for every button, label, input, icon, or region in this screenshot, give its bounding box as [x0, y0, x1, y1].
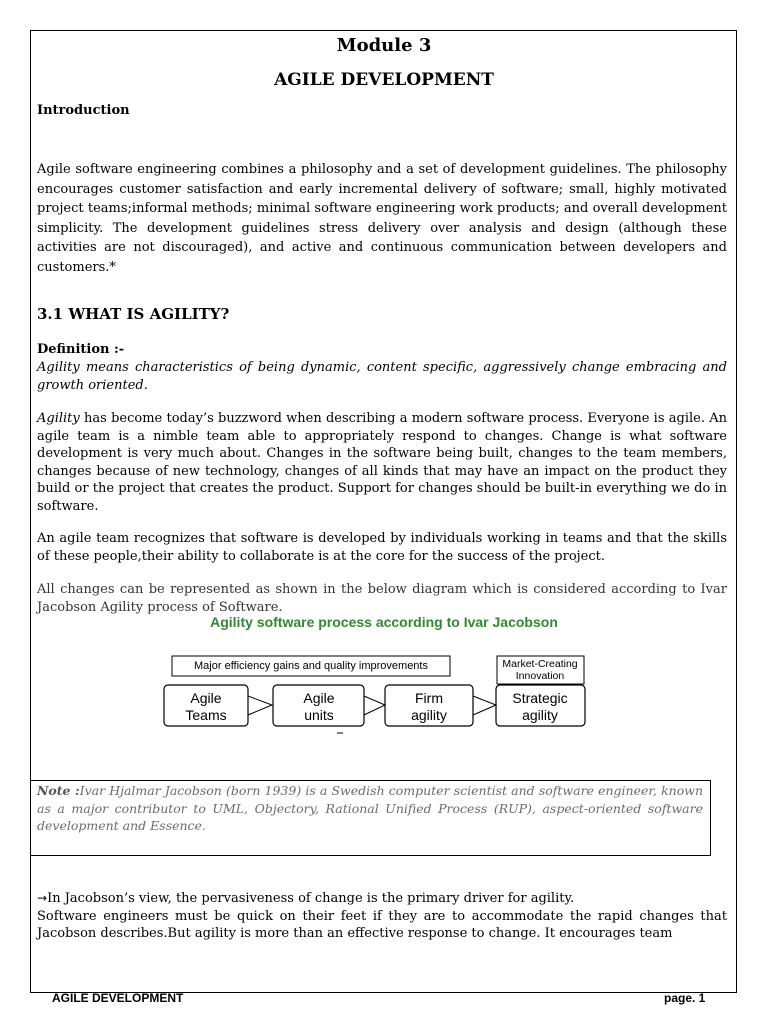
page-title: AGILE DEVELOPMENT	[274, 70, 494, 90]
module-title: Module 3	[336, 35, 432, 56]
closing-line-1	[37, 890, 727, 908]
section-heading: 3.1 WHAT IS AGILITY?	[37, 305, 230, 323]
definition-text: Agility means characteristics of being dynamic, content specific, aggressively change embracing and growth oriented.	[37, 360, 727, 393]
agility-paragraph-body: has become today’s buzzword when describing a modern software process. Everyone is agile. An agile team is a nimble team able to appropriately respond to changes. Change is what software development is very much about. Changes in the software being built, changes to the team members, changes because of new technology, changes of all kinds that may have an impact on the product they build or the project that creates the product. Support for changes should be built-in everything we do in software.	[37, 411, 727, 514]
closing-line-1-text: In Jacobson’s view, the pervasiveness of change is the primary driver for agility.	[47, 891, 575, 906]
box-agile-units-line1: Agile	[303, 690, 335, 706]
note-label: Note :	[37, 783, 80, 798]
note-text	[37, 782, 703, 835]
footer-page-number: page. 1	[664, 991, 706, 1005]
box-firm-agility-line1: Firm	[415, 690, 443, 706]
closing-paragraph	[37, 890, 727, 943]
box-agile-teams-line2: Teams	[185, 707, 227, 723]
box-strategic-agility-line2: agility	[522, 707, 558, 723]
agile-team-paragraph: An agile team recognizes that software is developed by individuals working in teams and that the skills of these people,their ability to collaborate is at the core for the success of the project.	[37, 531, 727, 564]
box-agile-teams-line1: Agile	[190, 690, 222, 706]
box-agile-units-line2: units	[304, 707, 334, 723]
innovation-bracket-line1: Market-Creating	[502, 658, 578, 670]
box-firm-agility-line2: agility	[411, 707, 447, 723]
arrow-icon: →	[37, 891, 48, 905]
innovation-bracket-line2: Innovation	[515, 670, 565, 682]
box-strategic-agility-line1: Strategic	[512, 690, 568, 706]
diagram-intro-paragraph: All changes can be represented as shown in the below diagram which is considered according to Ivar Jacobson Agility process of Software.	[37, 582, 727, 615]
arrow-1	[248, 696, 272, 715]
footer-title: AGILE DEVELOPMENT	[52, 991, 184, 1005]
efficiency-bracket-label: Major efficiency gains and quality improvements	[194, 660, 428, 672]
closing-line-2: Software engineers must be quick on their feet if they are to accommodate the rapid changes that Jacobson describes.But agility is more than an effective response to change. It encourages team	[37, 908, 727, 941]
arrow-3	[473, 696, 496, 715]
introduction-paragraph: Agile software engineering combines a philosophy and a set of development guidelines. The philosophy encourages customer satisfaction and early incremental delivery of software; small, highly motivated project teams;informal methods; minimal software engineering work products; and overall development simplicity. The development guidelines stress delivery over analysis and design (although these activities are not discouraged), and active and continuous communication between developers and customers.*	[37, 162, 727, 275]
introduction-heading: Introduction	[37, 103, 130, 118]
agility-diagram	[0, 640, 768, 740]
definition-label: Definition :-	[37, 342, 125, 357]
agility-lead-word: Agility	[37, 411, 80, 426]
note-body: Ivar Hjalmar Jacobson (born 1939) is a Swedish computer scientist and software engineer, known as a major contributor to UML, Objectory, Rational Unified Process (RUP), aspect-oriented software development and Essence.	[37, 783, 703, 833]
agility-paragraph	[37, 410, 727, 515]
diagram-title: Agility software process according to Ivar Jacobson	[210, 614, 558, 630]
arrow-2	[364, 696, 385, 715]
